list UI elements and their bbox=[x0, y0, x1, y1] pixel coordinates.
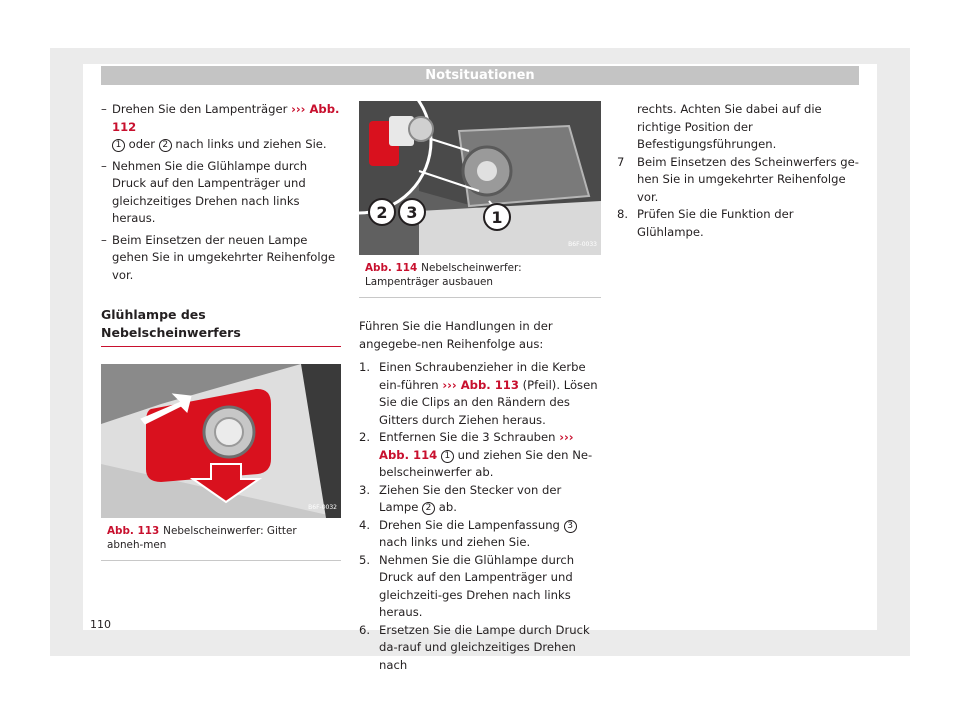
figure-code: B6F-0033 bbox=[568, 240, 597, 248]
list-item: 6. Ersetzen Sie die Lampe durch Druck da-rauf und gleichzeitiges Drehen nach bbox=[359, 622, 590, 672]
figure-113 bbox=[101, 364, 341, 561]
figure-label: Abb. 114 bbox=[365, 262, 418, 274]
callout-1: 1 bbox=[491, 208, 503, 227]
figure-reference-link[interactable]: ››› Abb. 112 bbox=[112, 102, 340, 134]
figure-114 bbox=[359, 101, 601, 298]
list-item: 4. Drehen Sie die Lampenfassung 3 nach links und ziehen Sie. bbox=[359, 517, 601, 552]
callout-badge: 2 bbox=[159, 139, 172, 152]
procedure-intro: Führen Sie die Handlungen in der angegebe-nen Reihenfolge aus: bbox=[359, 319, 553, 351]
list-item: – Drehen Sie den Lampenträger ››› Abb. 112 1 oder 2 nach links und ziehen Sie. bbox=[101, 102, 340, 151]
callout-badge: 3 bbox=[564, 520, 577, 533]
figure-code: B6F-0032 bbox=[308, 503, 337, 511]
callout-badge: 1 bbox=[441, 450, 454, 463]
fog-light-bulb-holder-svg bbox=[359, 101, 601, 255]
left-column bbox=[101, 101, 341, 561]
figure-caption: Abb. 113 Nebelscheinwerfer: Gitter abneh-men bbox=[101, 518, 341, 561]
callout-2: 2 bbox=[376, 203, 388, 222]
chapter-header: Notsituationen bbox=[101, 66, 859, 85]
section-heading: Glühlampe des Nebelscheinwerfers bbox=[101, 306, 341, 347]
list-item: – Nehmen Sie die Glühlampe durch Druck auf den Lampenträger und gleichzeitiges Drehen nach links heraus. bbox=[101, 158, 308, 225]
list-item: 2. Entfernen Sie die 3 Schrauben ››› Abb. 114 1 und ziehen Sie den Ne-belscheinwerfer ab. bbox=[359, 430, 593, 479]
figure-caption: Abb. 114 Nebelscheinwerfer: Lampenträger ausbauen bbox=[359, 255, 601, 298]
fog-light-grille-svg bbox=[101, 364, 341, 518]
fog-light-bulb-holder-illustration bbox=[359, 101, 601, 255]
callout-3: 3 bbox=[406, 203, 418, 222]
figure-reference-link[interactable]: ››› Abb. 114 bbox=[379, 430, 574, 462]
list-item: 3. Ziehen Sie den Stecker von der Lampe 2 ab. bbox=[359, 482, 562, 514]
page-number: 110 bbox=[90, 618, 111, 631]
fog-light-grille-illustration bbox=[101, 364, 341, 518]
callout-badge: 1 bbox=[112, 139, 125, 152]
right-column bbox=[617, 101, 859, 241]
list-item: 7 Beim Einsetzen des Scheinwerfers ge-hen Sie in umgekehrter Reihenfolge vor. bbox=[617, 154, 859, 204]
step-continuation: rechts. Achten Sie dabei auf die richtige Position der Befestigungsführungen. bbox=[637, 102, 822, 151]
callout-badge: 2 bbox=[422, 502, 435, 515]
figure-label: Abb. 113 bbox=[107, 525, 160, 537]
list-item: 5. Nehmen Sie die Glühlampe durch Druck auf den Lampenträger und gleichzeiti-ges Drehen nach links heraus. bbox=[359, 552, 575, 619]
list-item: – Beim Einsetzen der neuen Lampe gehen Sie in umgekehrter Reihenfolge vor. bbox=[101, 232, 336, 282]
middle-column bbox=[359, 101, 601, 674]
figure-reference-link[interactable]: ››› Abb. 113 bbox=[442, 377, 519, 392]
list-item: 1. Einen Schraubenzieher in die Kerbe ein-führen ››› Abb. 113 (Pfeil). Lösen Sie die Clips an den Rändern des Gitters durch Ziehen heraus. bbox=[359, 360, 598, 427]
list-item: 8. Prüfen Sie die Funktion der Glühlampe. bbox=[617, 207, 794, 239]
